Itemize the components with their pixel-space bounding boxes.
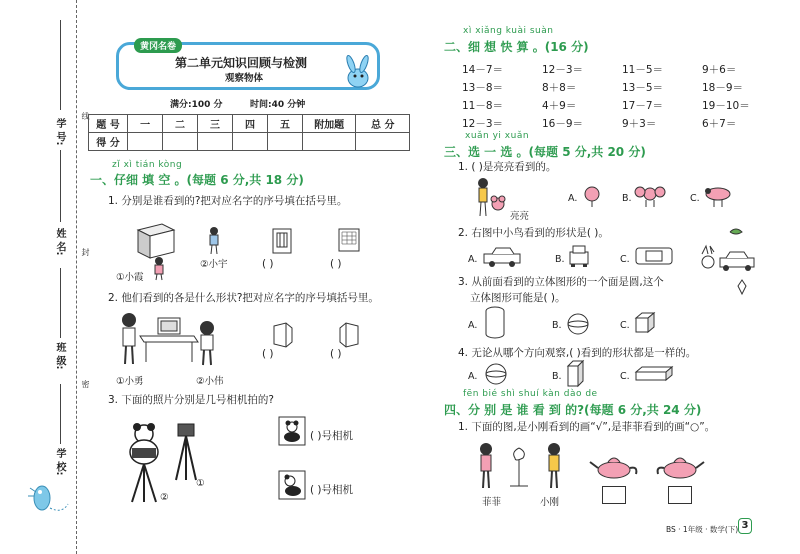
vase-on-stand-icon (504, 446, 534, 490)
answer-box-2[interactable] (668, 486, 692, 504)
score-cell: 二 (163, 115, 198, 133)
binding-mark-mi: 密 (81, 380, 90, 388)
student-number-label: 学 号: (54, 118, 65, 146)
q1-name-2: ②小宇 (200, 259, 228, 270)
class-field[interactable] (60, 268, 61, 338)
q1-name-1: ①小霞 (116, 272, 144, 283)
toy-side-view-icon (702, 184, 734, 208)
score-row-label: 得 分 (89, 133, 128, 151)
calc-item[interactable]: 12－3＝ (462, 118, 504, 130)
school-label: 学 校: (54, 448, 65, 476)
calc-grid (462, 62, 762, 134)
photo-panda-front-icon (278, 416, 306, 446)
calc-item[interactable]: 17－7＝ (622, 100, 664, 112)
q1-answer-2[interactable]: ( ) (330, 258, 342, 270)
sec1-pinyin: zǐ xì tián kòng (112, 160, 183, 170)
sphere-icon (566, 312, 590, 336)
sec3-q2: 2. 右图中小鸟看到的形状是( )。 (458, 227, 609, 239)
q4-opt-a[interactable]: A. (468, 371, 478, 382)
q1-opt-b[interactable]: B. (622, 193, 632, 204)
calc-item[interactable]: 12－3＝ (542, 64, 584, 76)
calc-item[interactable]: 13－8＝ (462, 82, 504, 94)
q3-opt-a[interactable]: A. (468, 320, 478, 331)
score-value-row (89, 133, 410, 151)
teapot-front-icon (588, 452, 640, 480)
q2-answer-1[interactable]: ( ) (262, 348, 274, 360)
car-front-view-icon (568, 244, 590, 268)
q3-answer-1[interactable]: ( )号相机 (310, 430, 354, 442)
score-cell: 总 分 (356, 115, 410, 133)
calc-item[interactable]: 4＋9＝ (542, 100, 577, 112)
boy-xiaogang-icon (544, 442, 564, 490)
calc-item[interactable]: 6＋7＝ (702, 118, 737, 130)
cylinder-icon (484, 306, 506, 340)
score-cell: 五 (267, 115, 302, 133)
q2-opt-c[interactable]: C. (620, 254, 630, 265)
boy-icon (205, 226, 223, 254)
sec3-q4: 4. 无论从哪个方向观察,( )看到的形状都是一样的。 (458, 347, 697, 359)
q3-opt-b[interactable]: B. (552, 320, 562, 331)
score-cell: 附加题 (302, 115, 356, 133)
q3-opt-c[interactable]: C. (620, 320, 630, 331)
sec4-name-1: 菲菲 (482, 497, 502, 508)
calc-item[interactable]: 19－10＝ (702, 100, 750, 112)
score-input[interactable] (163, 133, 198, 151)
footer-text: BS · 1年级 · 数学(下) (666, 525, 739, 534)
building-side-view-icon (338, 228, 360, 252)
girl-icon (150, 256, 168, 280)
sec4-pinyin: fēn bié shì shuí kàn dào de (463, 389, 598, 399)
q4-opt-c[interactable]: C. (620, 371, 630, 382)
calc-item[interactable]: 9＋6＝ (702, 64, 737, 76)
q3-answer-2[interactable]: ( )号相机 (310, 484, 354, 496)
sec4-title: 四、分 别 是 谁 看 到 的?(每题 6 分,共 24 分) (444, 403, 702, 417)
toy-top-view-icon (580, 184, 604, 208)
camera-label-2: ② (160, 492, 169, 503)
tv-shape-left-icon (272, 322, 294, 348)
brand-logo: 黄冈名卷 (134, 38, 182, 53)
calc-item[interactable]: 11－8＝ (462, 100, 504, 112)
calc-item[interactable]: 18－9＝ (702, 82, 744, 94)
q2-answer-2[interactable]: ( ) (330, 348, 342, 360)
exam-time: 时间:40 分钟 (250, 100, 306, 110)
binding-mark-feng: 封 (81, 248, 90, 256)
score-input[interactable] (356, 133, 410, 151)
score-cell: 题 号 (89, 115, 128, 133)
student-name-label: 姓 名: (54, 228, 65, 256)
tv-shape-right-icon (338, 322, 360, 348)
sphere-icon (484, 362, 508, 386)
score-input[interactable] (267, 133, 302, 151)
q2-name-2: ②小伟 (196, 376, 224, 387)
class-label: 班 级: (54, 342, 65, 370)
calc-item[interactable]: 16－9＝ (542, 118, 584, 130)
sec2-pinyin: xì xiǎng kuài suàn (463, 26, 554, 36)
calc-item[interactable]: 9＋3＝ (622, 118, 657, 130)
student-name-field[interactable] (60, 150, 61, 222)
page-number: 3 (738, 518, 752, 534)
photo-panda-side-icon (278, 470, 306, 500)
full-score: 满分:100 分 (170, 100, 223, 110)
sec1-q3: 3. 下面的照片分别是几号相机拍的? (108, 394, 274, 406)
calc-item[interactable]: 14－7＝ (462, 64, 504, 76)
sec4-name-2: 小刚 (540, 497, 560, 508)
car-top-view-icon (634, 246, 674, 266)
q1-opt-c[interactable]: C. (690, 193, 700, 204)
toy-front-view-icon (632, 184, 668, 208)
q2-opt-b[interactable]: B. (555, 254, 565, 265)
mascot-icon (24, 478, 72, 522)
girl-feifei-icon (476, 442, 496, 490)
sec3-pinyin: xuǎn yi xuǎn (465, 131, 530, 141)
teapot-side-icon (654, 452, 706, 480)
score-input[interactable] (233, 133, 268, 151)
school-field[interactable] (60, 384, 61, 444)
score-input[interactable] (128, 133, 163, 151)
sec3-q1-name: 亮亮 (510, 211, 530, 222)
sec3-q3-line1: 3. 从前面看到的立体图形的一个面是圆,这个 (458, 276, 664, 288)
q2-name-1: ①小勇 (116, 376, 144, 387)
calc-item[interactable]: 13－5＝ (622, 82, 664, 94)
page-subtitle: 观察物体 (225, 73, 264, 84)
q1-opt-a[interactable]: A. (568, 193, 578, 204)
child-with-toy-icon (470, 176, 510, 218)
boy-right-icon (196, 320, 218, 366)
sec1-title: 一、仔细 填 空 。(每题 6 分,共 18 分) (90, 173, 304, 187)
sec4-q1: 1. 下面的图,是小刚看到的画“√”,是菲菲看到的画“○”。 (458, 421, 716, 433)
score-header-row (89, 115, 410, 133)
rabbit-mascot-icon (338, 56, 378, 92)
camera-label-1: ① (196, 478, 205, 489)
flat-cuboid-icon (634, 366, 674, 382)
score-cell: 四 (233, 115, 268, 133)
calc-item[interactable]: 8＋8＝ (542, 82, 577, 94)
binding-mark-xian: 线 (81, 112, 90, 120)
q2-opt-a[interactable]: A. (468, 254, 478, 265)
building-front-view-icon (272, 228, 292, 254)
page-title: 第二单元知识回顾与检测 (175, 56, 308, 70)
score-cell: 一 (128, 115, 163, 133)
car-side-view-icon (482, 246, 522, 268)
sec1-q2: 2. 他们看到的各是什么形状?把对应名字的序号填括号里。 (108, 292, 379, 304)
cuboid-icon (566, 360, 586, 388)
student-number-field[interactable] (60, 20, 61, 110)
score-cell: 三 (198, 115, 233, 133)
cube-icon (634, 312, 656, 334)
sec2-title: 二、细 想 快 算 。(16 分) (444, 40, 589, 54)
score-input[interactable] (198, 133, 233, 151)
calc-item[interactable]: 11－5＝ (622, 64, 664, 76)
sec3-title: 三、选 一 选 。(每题 5 分,共 20 分) (444, 145, 646, 159)
calc-row (462, 62, 762, 80)
q4-opt-b[interactable]: B. (552, 371, 562, 382)
score-table (88, 114, 410, 151)
answer-box-1[interactable] (602, 486, 626, 504)
bird-car-scene-icon (694, 224, 762, 300)
score-input[interactable] (302, 133, 356, 151)
sec3-q1: 1. ( )是亮亮看到的。 (458, 161, 557, 173)
sec1-q1: 1. 分别是谁看到的?把对应名字的序号填在括号里。 (108, 195, 348, 207)
binding-line (76, 0, 77, 554)
calc-row (462, 98, 762, 116)
calc-row (462, 80, 762, 98)
q1-answer-1[interactable]: ( ) (262, 258, 274, 270)
sec3-q3-line2: 立体图形可能是( )。 (470, 292, 566, 304)
table-tv-icon (136, 314, 200, 364)
